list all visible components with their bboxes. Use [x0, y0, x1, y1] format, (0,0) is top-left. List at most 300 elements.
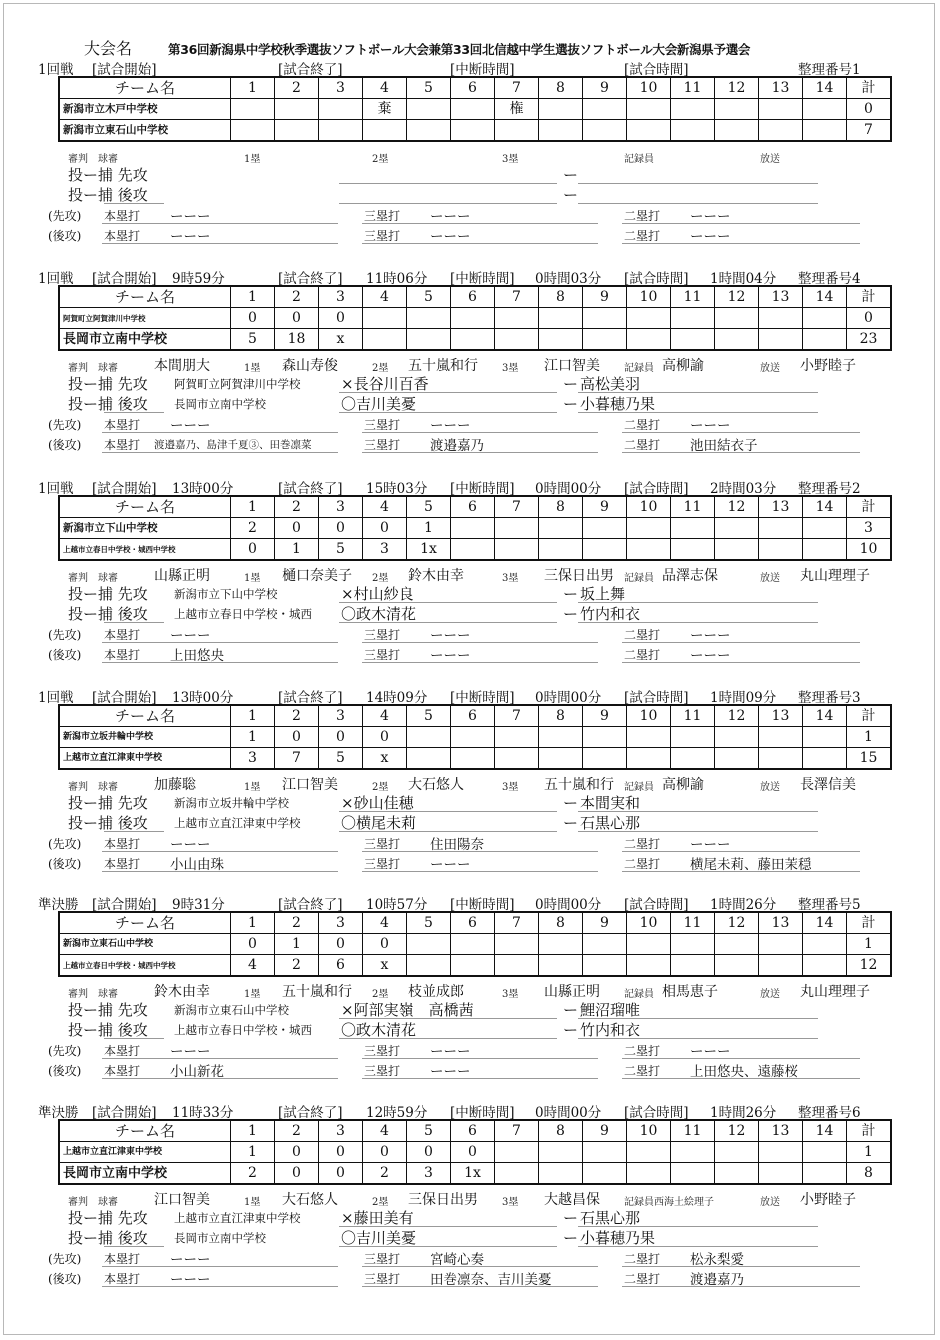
inning-header: 8 [539, 286, 583, 308]
inning-score [407, 748, 451, 770]
second-base-umpire: 鈴木由幸 [408, 568, 464, 584]
inning-score: 6 [319, 955, 363, 977]
plate-umpire: 本間朋大 [154, 358, 210, 374]
double-hitters: ーーー [690, 209, 731, 225]
start-label: [試合開始] [92, 897, 157, 913]
double-underline [622, 1266, 860, 1267]
third-base-umpire: 三保日出男 [544, 568, 614, 584]
triple-underline [362, 871, 598, 872]
total-score: 8 [847, 1163, 892, 1185]
battery-label: 投ー捕 先攻 [68, 1001, 148, 1019]
start-label: [試合開始] [92, 62, 157, 78]
inning-score [803, 748, 847, 770]
second-base-label: 2塁 [372, 989, 389, 1000]
inning-score [715, 329, 759, 351]
battery-label: 投ー捕 後攻 [68, 814, 148, 832]
double-underline [622, 871, 860, 872]
scoreboard-table [58, 76, 892, 142]
inning-score [495, 955, 539, 977]
inning-score [671, 329, 715, 351]
inning-header: 10 [627, 286, 671, 308]
team-column-header: チーム名 [59, 496, 231, 518]
inning-score: 棄 [363, 99, 407, 120]
inning-score [451, 329, 495, 351]
inning-header: 8 [539, 496, 583, 518]
inning-header: 4 [363, 286, 407, 308]
battery-line [68, 184, 888, 204]
inning-header: 11 [671, 77, 715, 99]
inning-score [671, 120, 715, 142]
catcher-underline [578, 1038, 818, 1039]
umpire-line [68, 981, 888, 999]
battery-dash: ー [563, 1021, 579, 1039]
inning-header: 4 [363, 77, 407, 99]
total-score: 0 [847, 99, 892, 120]
inning-header: 12 [715, 496, 759, 518]
triple-hitters: 田巻凛奈、吉川美憂 [430, 1272, 552, 1288]
inning-score: 0 [275, 727, 319, 748]
triple-label: 三塁打 [364, 1252, 401, 1266]
pitcher-underline [339, 412, 557, 413]
inning-score: 0 [319, 1163, 363, 1185]
battery-underline [104, 1246, 164, 1247]
catcher-name: 本間実和 [580, 794, 641, 812]
first-base-label: 1塁 [244, 154, 261, 165]
inning-score [627, 1142, 671, 1163]
second-base-umpire: 枝並成郎 [408, 984, 464, 1000]
inning-score: 1 [275, 934, 319, 955]
inning-score [803, 518, 847, 539]
end-time: 12時59分 [366, 1105, 428, 1121]
inning-header: 13 [759, 705, 803, 727]
inning-header: 2 [275, 286, 319, 308]
inning-score [759, 120, 803, 142]
announcer-label: 放送 [760, 154, 780, 165]
team-name: 上越市立春日中学校・城西中学校 [59, 955, 231, 977]
game-header [38, 893, 878, 911]
inning-score [759, 99, 803, 120]
inning-header: 1 [231, 77, 275, 99]
battery-line [68, 1227, 888, 1247]
catcher-name: 高松美羽 [580, 375, 641, 393]
plate-umpire-label: 球審 [98, 363, 118, 374]
home-run-label: 本塁打 [104, 438, 141, 452]
inning-score [671, 308, 715, 329]
inning-header: 5 [407, 77, 451, 99]
inning-score [759, 1142, 803, 1163]
side-label: (後攻) [48, 648, 82, 662]
game-header [38, 267, 878, 285]
home-run-underline [102, 452, 338, 453]
third-base-umpire: 山縣正明 [544, 984, 600, 1000]
pitcher-underline [339, 622, 557, 623]
inning-header: 13 [759, 77, 803, 99]
inning-score [451, 955, 495, 977]
extra-base-hits-line [48, 1248, 888, 1266]
suspend-time: 0時間00分 [535, 481, 602, 497]
triple-label: 三塁打 [364, 1064, 401, 1078]
inning-score: 5 [319, 748, 363, 770]
extra-base-hits-line [48, 644, 888, 662]
triple-label: 三塁打 [364, 438, 401, 452]
third-base-label: 3塁 [502, 782, 519, 793]
battery-dash: ー [563, 186, 579, 204]
double-label: 二塁打 [624, 1272, 661, 1286]
team-row [59, 1163, 891, 1185]
inning-score: x [363, 748, 407, 770]
inning-score [451, 99, 495, 120]
home-run-label: 本塁打 [104, 229, 141, 243]
inning-score: 3 [363, 539, 407, 561]
inning-header: 3 [319, 77, 363, 99]
scoreboard-header-row [59, 912, 891, 934]
inning-score: 権 [495, 99, 539, 120]
inning-score [539, 955, 583, 977]
inning-header: 12 [715, 286, 759, 308]
umpire-label: 審判 [68, 782, 88, 793]
inning-header: 8 [539, 912, 583, 934]
triple-label: 三塁打 [364, 1044, 401, 1058]
inning-score [803, 308, 847, 329]
inning-header: 13 [759, 286, 803, 308]
inning-header: 12 [715, 1120, 759, 1142]
inning-score [583, 748, 627, 770]
triple-hitters: ーーー [430, 1064, 471, 1080]
pitcher-name: 〇横尾未莉 [341, 814, 417, 832]
game-number: 整理番号2 [798, 481, 861, 497]
end-time: 15時03分 [366, 481, 428, 497]
inning-score: 0 [363, 727, 407, 748]
catcher-name: 竹内和衣 [580, 605, 641, 623]
triple-label: 三塁打 [364, 648, 401, 662]
pitcher-name: 〇吉川美憂 [341, 395, 417, 413]
total-score: 1 [847, 934, 892, 955]
scorer-label: 記録員 [624, 573, 654, 584]
double-underline [622, 1286, 860, 1287]
inning-score [715, 727, 759, 748]
inning-score [803, 120, 847, 142]
start-time: 9時59分 [172, 271, 225, 287]
triple-underline [362, 1078, 598, 1079]
inning-header: 2 [275, 77, 319, 99]
inning-score: 1x [407, 539, 451, 561]
triple-underline [362, 452, 598, 453]
side-label: (先攻) [48, 837, 82, 851]
scoreboard-header-row [59, 77, 891, 99]
inning-header: 14 [803, 286, 847, 308]
end-label: [試合終了] [278, 481, 343, 497]
inning-score [803, 1142, 847, 1163]
home-run-label: 本塁打 [104, 209, 141, 223]
double-hitters: 池田結衣子 [690, 438, 758, 454]
team-column-header: チーム名 [59, 286, 231, 308]
inning-header: 3 [319, 286, 363, 308]
home-run-label: 本塁打 [104, 1252, 141, 1266]
plate-umpire: 江口智美 [154, 1192, 210, 1208]
total-score: 12 [847, 955, 892, 977]
inning-score: 3 [407, 1163, 451, 1185]
inning-score: 0 [231, 308, 275, 329]
inning-score: 0 [319, 1142, 363, 1163]
inning-score [231, 99, 275, 120]
inning-score [715, 955, 759, 977]
inning-score [715, 99, 759, 120]
inning-score [539, 1142, 583, 1163]
inning-header: 10 [627, 1120, 671, 1142]
inning-score [231, 120, 275, 142]
catcher-underline [578, 1246, 818, 1247]
inning-score: 0 [231, 539, 275, 561]
battery-underline [104, 831, 164, 832]
inning-score [803, 955, 847, 977]
home-run-underline [102, 642, 338, 643]
game-number: 整理番号5 [798, 897, 861, 913]
inning-score [627, 727, 671, 748]
team-row [59, 518, 891, 539]
triple-underline [362, 1058, 598, 1059]
total-column-header: 計 [847, 1120, 892, 1142]
side-label: (後攻) [48, 229, 82, 243]
inning-header: 9 [583, 1120, 627, 1142]
third-base-label: 3塁 [502, 573, 519, 584]
battery-dash: ー [563, 814, 579, 832]
extra-base-hits-line [48, 1268, 888, 1286]
inning-header: 6 [451, 705, 495, 727]
inning-header: 1 [231, 1120, 275, 1142]
battery-label: 投ー捕 後攻 [68, 605, 148, 623]
home-run-label: 本塁打 [104, 857, 141, 871]
inning-header: 9 [583, 496, 627, 518]
battery-school: 上越市立直江津東中学校 [174, 816, 301, 830]
announcer-label: 放送 [760, 782, 780, 793]
total-score: 0 [847, 308, 892, 329]
game-number: 整理番号3 [798, 690, 861, 706]
umpire-line [68, 1189, 888, 1207]
inning-score: 3 [231, 748, 275, 770]
side-label: (先攻) [48, 628, 82, 642]
inning-score [803, 934, 847, 955]
battery-line [68, 583, 888, 603]
inning-score [495, 748, 539, 770]
catcher-underline [578, 622, 818, 623]
double-hitters: ーーー [690, 418, 731, 434]
end-label: [試合終了] [278, 271, 343, 287]
inning-score [671, 1142, 715, 1163]
inning-score [627, 308, 671, 329]
start-time: 13時00分 [172, 481, 234, 497]
plate-umpire-label: 球審 [98, 154, 118, 165]
home-run-underline [102, 1286, 338, 1287]
inning-score: 0 [363, 518, 407, 539]
home-run-hitters: ーーー [170, 1252, 211, 1268]
triple-underline [362, 223, 598, 224]
suspend-time: 0時間03分 [535, 271, 602, 287]
inning-score [671, 955, 715, 977]
battery-underline [104, 622, 164, 623]
inning-score [627, 748, 671, 770]
inning-score: 5 [319, 539, 363, 561]
inning-header: 5 [407, 1120, 451, 1142]
inning-header: 6 [451, 912, 495, 934]
double-label: 二塁打 [624, 1044, 661, 1058]
battery-line [68, 164, 888, 184]
third-base-umpire: 大越昌保 [544, 1192, 600, 1208]
third-base-umpire: 江口智美 [544, 358, 600, 374]
inning-score [407, 120, 451, 142]
pitcher-name: 〇政木清花 [341, 1021, 417, 1039]
catcher-name: 鯉沼瑠唯 [580, 1001, 641, 1019]
duration-label: [試合時間] [624, 481, 689, 497]
suspend-time: 0時間00分 [535, 897, 602, 913]
start-label: [試合開始] [92, 271, 157, 287]
battery-label: 投ー捕 先攻 [68, 166, 148, 184]
battery-dash: ー [563, 375, 579, 393]
inning-score [627, 934, 671, 955]
home-run-underline [102, 432, 338, 433]
pitcher-underline [339, 1038, 557, 1039]
inning-header: 2 [275, 912, 319, 934]
home-run-label: 本塁打 [104, 418, 141, 432]
double-label: 二塁打 [624, 628, 661, 642]
inning-score [275, 120, 319, 142]
inning-score [715, 120, 759, 142]
inning-score [539, 727, 583, 748]
inning-score: 7 [275, 748, 319, 770]
inning-score: 1 [407, 518, 451, 539]
suspend-label: [中断時間] [450, 271, 515, 287]
double-underline [622, 851, 860, 852]
battery-school: 新潟市立坂井輪中学校 [174, 796, 289, 810]
first-base-umpire: 五十嵐和行 [282, 984, 352, 1000]
team-column-header: チーム名 [59, 1120, 231, 1142]
triple-underline [362, 1266, 598, 1267]
duration-time: 1時間04分 [710, 271, 777, 287]
total-column-header: 計 [847, 77, 892, 99]
inning-header: 9 [583, 77, 627, 99]
first-base-umpire: 大石悠人 [282, 1192, 338, 1208]
umpire-label: 審判 [68, 154, 88, 165]
inning-header: 2 [275, 705, 319, 727]
pitcher-name: 〇政木清花 [341, 605, 417, 623]
triple-hitters: 宮崎心奏 [430, 1252, 484, 1268]
inning-score [539, 539, 583, 561]
side-label: (後攻) [48, 1272, 82, 1286]
battery-line [68, 1019, 888, 1039]
end-time: 11時06分 [366, 271, 428, 287]
second-base-label: 2塁 [372, 573, 389, 584]
battery-line [68, 812, 888, 832]
announcer-label: 放送 [760, 1197, 780, 1208]
double-label: 二塁打 [624, 209, 661, 223]
duration-time: 1時間26分 [710, 1105, 777, 1121]
team-name: 新潟市立木戸中学校 [59, 99, 231, 120]
inning-score [495, 539, 539, 561]
battery-school: 上越市立春日中学校・城西 [174, 607, 312, 621]
total-score: 10 [847, 539, 892, 561]
inning-score [715, 1142, 759, 1163]
double-hitters: 渡邉嘉乃 [690, 1272, 744, 1288]
inning-score [407, 99, 451, 120]
inning-score [715, 539, 759, 561]
double-underline [622, 642, 860, 643]
inning-score: x [319, 329, 363, 351]
triple-hitters: ーーー [430, 648, 471, 664]
double-hitters: 横尾未莉、藤田茉穏 [690, 857, 812, 873]
battery-line [68, 393, 888, 413]
side-label: (後攻) [48, 857, 82, 871]
plate-umpire-label: 球審 [98, 1197, 118, 1208]
total-column-header: 計 [847, 705, 892, 727]
round-label: 1回戦 [38, 62, 74, 78]
team-name: 新潟市立坂井輪中学校 [59, 727, 231, 748]
battery-label: 投ー捕 先攻 [68, 375, 148, 393]
side-label: (先攻) [48, 418, 82, 432]
scoreboard-table [58, 1119, 892, 1185]
inning-score [319, 99, 363, 120]
side-label: (先攻) [48, 1252, 82, 1266]
home-run-underline [102, 662, 338, 663]
inning-header: 10 [627, 912, 671, 934]
umpire-label: 審判 [68, 573, 88, 584]
team-row [59, 329, 891, 351]
team-row [59, 120, 891, 142]
inning-score [583, 1163, 627, 1185]
double-hitters: 上田悠央、遠藤桜 [690, 1064, 798, 1080]
home-run-underline [102, 851, 338, 852]
team-name: 上越市立春日中学校・城西中学校 [59, 539, 231, 561]
home-run-label: 本塁打 [104, 1044, 141, 1058]
pitcher-name: ×藤田美有 [341, 1209, 414, 1227]
inning-score [627, 539, 671, 561]
pitcher-underline [339, 203, 557, 204]
inning-header: 2 [275, 496, 319, 518]
start-label: [試合開始] [92, 690, 157, 706]
triple-underline [362, 662, 598, 663]
extra-base-hits-line [48, 624, 888, 642]
battery-label: 投ー捕 先攻 [68, 585, 148, 603]
team-column-header: チーム名 [59, 912, 231, 934]
battery-dash: ー [563, 585, 579, 603]
home-run-hitters: ーーー [170, 837, 211, 853]
catcher-name: 石黒心那 [580, 814, 641, 832]
home-run-label: 本塁打 [104, 628, 141, 642]
inning-score [759, 748, 803, 770]
round-label: 1回戦 [38, 690, 74, 706]
second-base-label: 2塁 [372, 154, 389, 165]
total-score: 1 [847, 1142, 892, 1163]
battery-label: 投ー捕 先攻 [68, 794, 148, 812]
triple-hitters: ーーー [430, 857, 471, 873]
double-underline [622, 223, 860, 224]
umpire-label: 審判 [68, 363, 88, 374]
announcer-label: 放送 [760, 363, 780, 374]
team-column-header: チーム名 [59, 705, 231, 727]
double-underline [622, 452, 860, 453]
pitcher-underline [339, 831, 557, 832]
triple-underline [362, 642, 598, 643]
inning-header: 6 [451, 496, 495, 518]
inning-score [495, 1142, 539, 1163]
catcher-name: 石黒心那 [580, 1209, 641, 1227]
triple-hitters: ーーー [430, 628, 471, 644]
double-underline [622, 243, 860, 244]
double-label: 二塁打 [624, 1064, 661, 1078]
inning-header: 6 [451, 1120, 495, 1142]
team-row [59, 934, 891, 955]
team-row [59, 748, 891, 770]
total-score: 1 [847, 727, 892, 748]
inning-score: 2 [363, 1163, 407, 1185]
